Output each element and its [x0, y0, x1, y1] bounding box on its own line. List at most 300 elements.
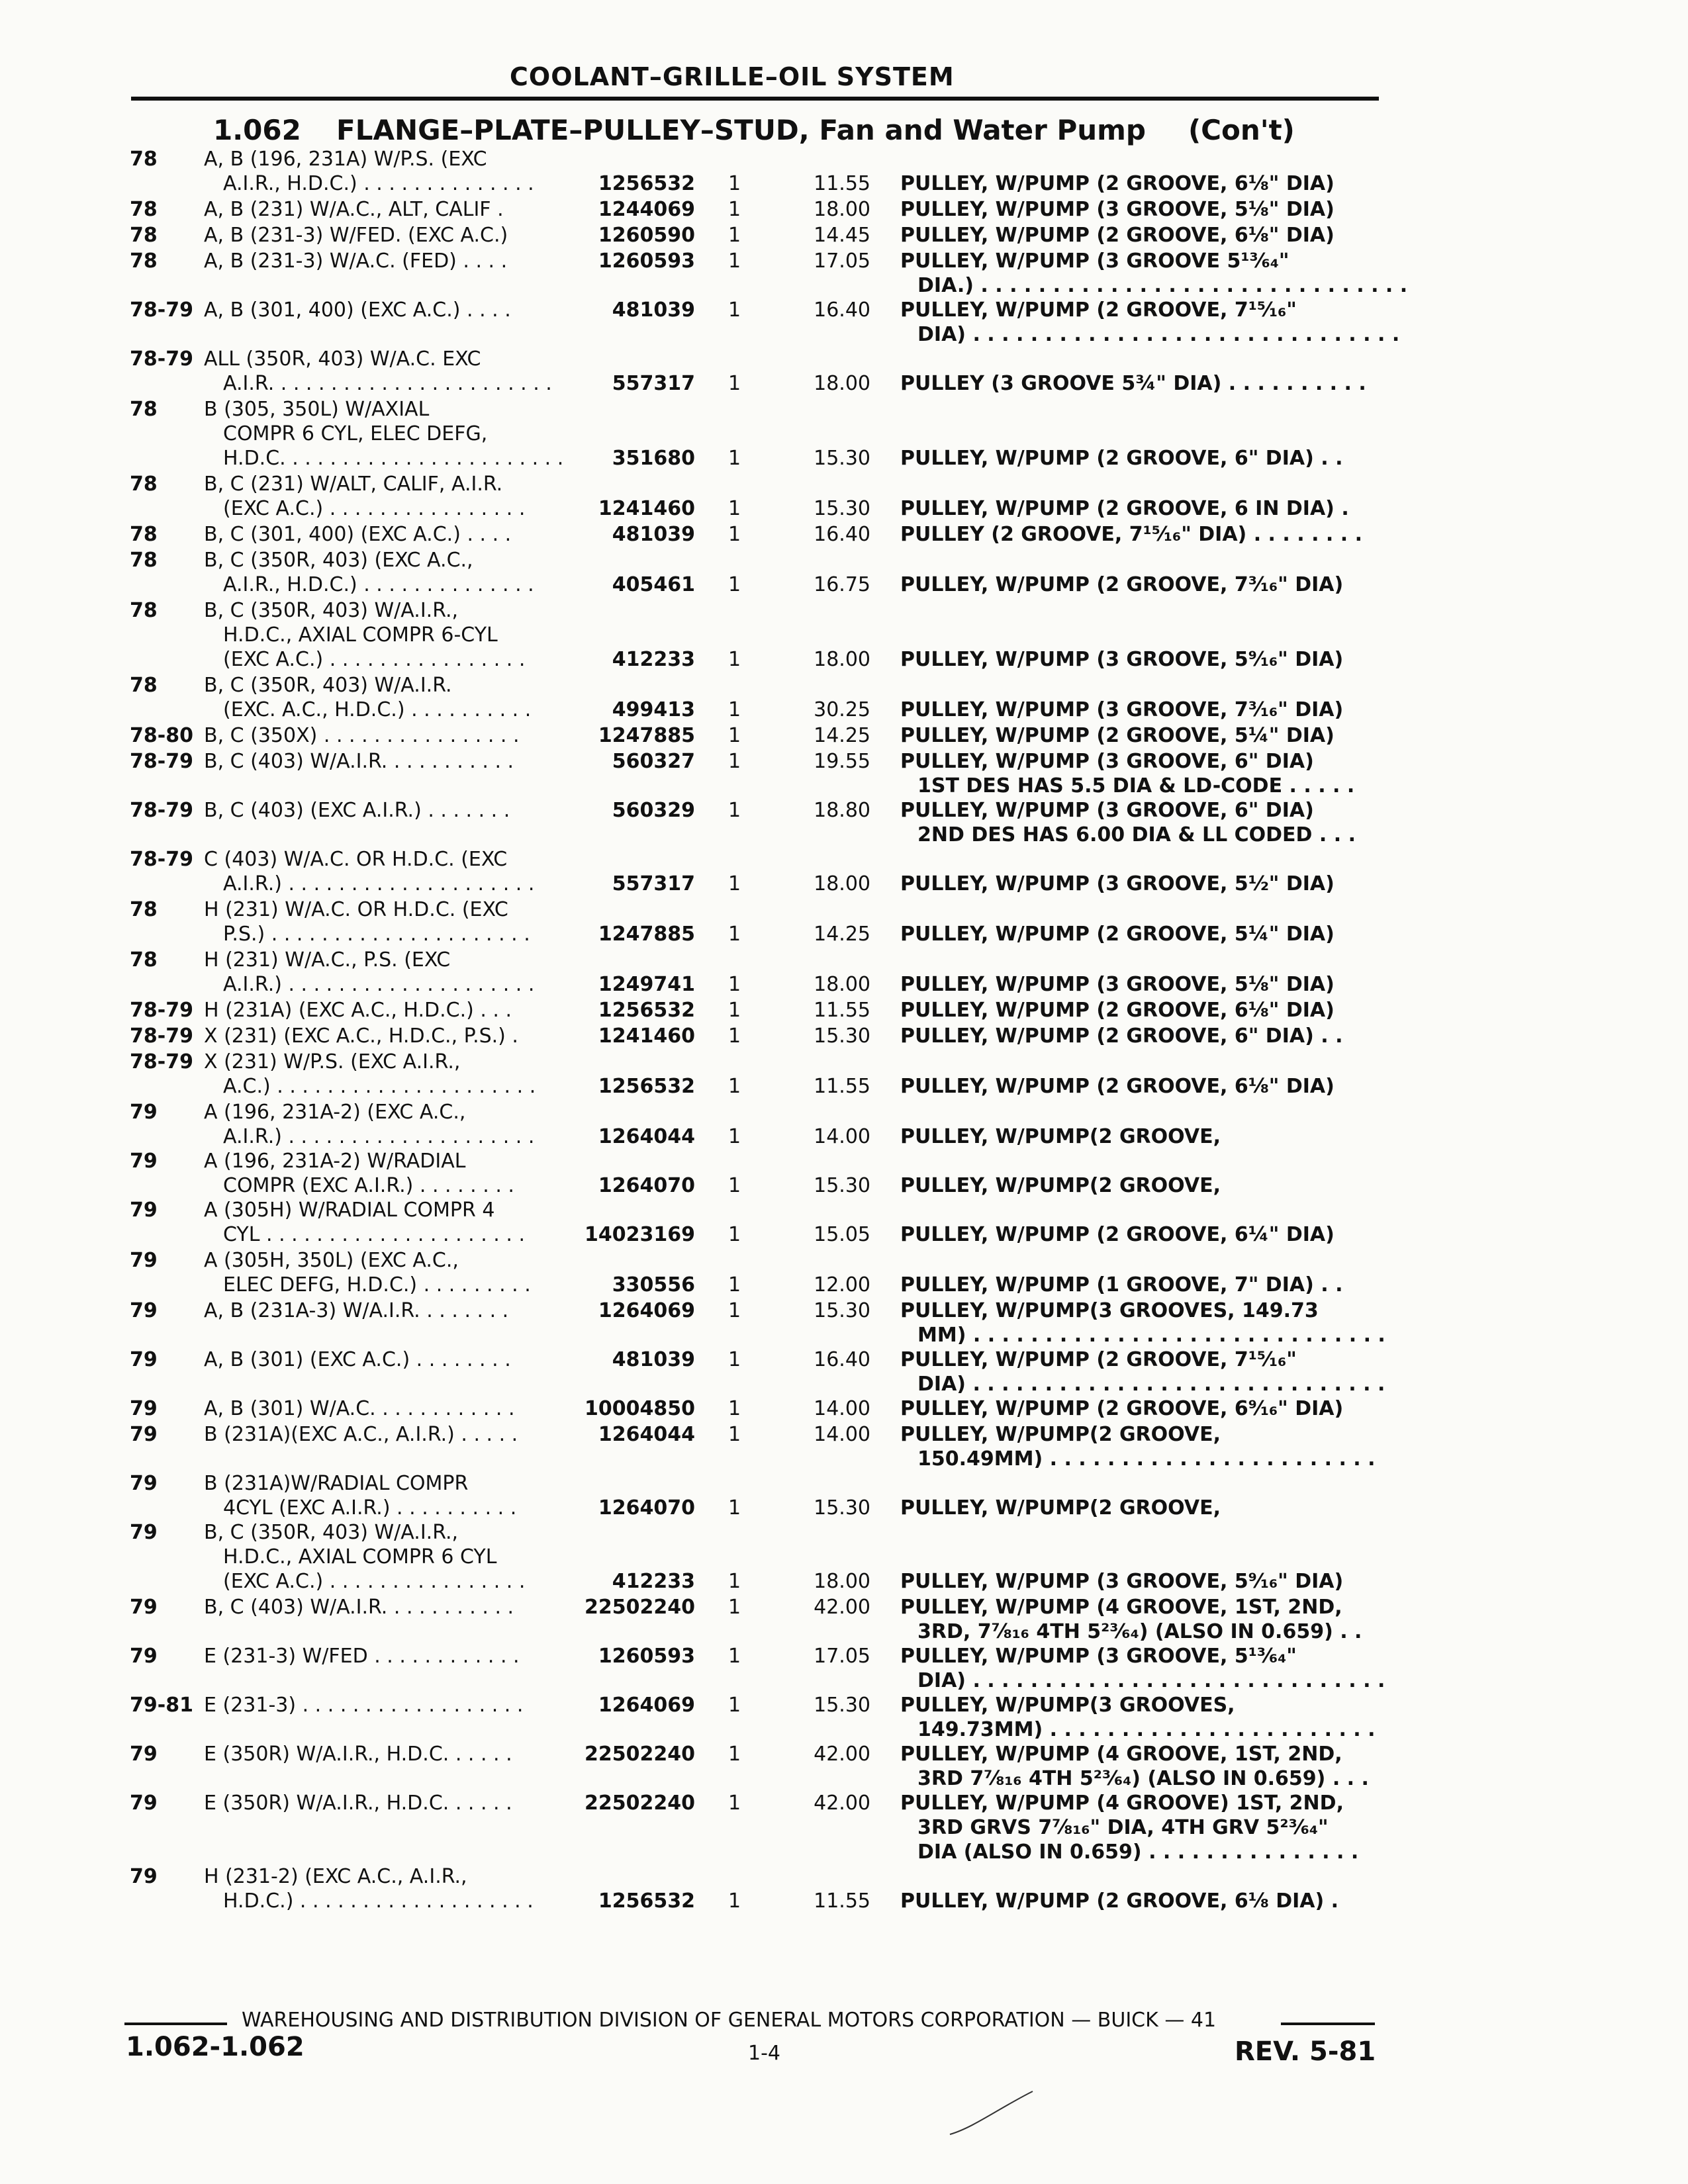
row-description: COMPR 6 CYL, ELEC DEFG,: [223, 422, 488, 445]
row-year: 79: [130, 1348, 158, 1371]
row-part-number: 557317: [612, 372, 695, 395]
row-part-description: PULLEY, W/PUMP (2 GROOVE, 7³⁄₁₆" DIA): [900, 573, 1344, 596]
row-description: A, B (231A-3) W/A.I.R. . . . . . . .: [204, 1299, 509, 1322]
row-description: ELEC DEFG, H.D.C.) . . . . . . . . .: [223, 1273, 531, 1297]
row-part-description: 2ND DES HAS 6.00 DIA & LL CODED . . .: [917, 823, 1356, 846]
row-description: A (305H, 350L) (EXC A.C.,: [204, 1249, 459, 1272]
row-price: 17.05: [814, 250, 870, 273]
row-description: B, C (403) (EXC A.I.R.) . . . . . . .: [204, 799, 510, 822]
row-part-number: 1264044: [598, 1423, 695, 1446]
row-quantity: 1: [728, 724, 741, 747]
row-part-number: 1260593: [598, 250, 695, 273]
row-part-description: PULLEY, W/PUMP (2 GROOVE, 6" DIA) . .: [900, 447, 1343, 470]
section-heading: [213, 114, 1295, 146]
row-part-description: PULLEY, W/PUMP (3 GROOVE, 5⅛" DIA): [900, 973, 1335, 996]
footer-page-number: 1-4: [748, 2042, 780, 2065]
row-description: 4CYL (EXC A.I.R.) . . . . . . . . . .: [223, 1496, 517, 1520]
row-year: 79: [130, 1521, 158, 1544]
row-description: A.I.R.) . . . . . . . . . . . . . . . . . . . .: [223, 1125, 535, 1148]
row-part-description: 149.73MM) . . . . . . . . . . . . . . . . . . . . . . .: [917, 1718, 1376, 1741]
row-part-description: PULLEY, W/PUMP (1 GROOVE, 7" DIA) . .: [900, 1273, 1343, 1297]
row-year: 79: [130, 1423, 158, 1446]
row-part-number: 1264070: [598, 1174, 695, 1197]
footer-division: WAREHOUSING AND DISTRIBUTION DIVISION OF GENERAL MOTORS CORPORATION — BUICK — 41: [242, 2009, 1217, 2032]
row-description: A.I.R., H.D.C.) . . . . . . . . . . . . . .: [223, 172, 534, 195]
row-part-number: 22502240: [585, 1743, 695, 1766]
pen-mark-icon: [947, 2088, 1039, 2141]
row-description: B (231A)(EXC A.C., A.I.R.) . . . . .: [204, 1423, 518, 1446]
row-description: B (231A)W/RADIAL COMPR: [204, 1472, 469, 1495]
row-description: B (305, 350L) W/AXIAL: [204, 398, 430, 421]
row-part-description: PULLEY, W/PUMP (3 GROOVE, 6" DIA): [900, 750, 1314, 773]
row-description: B, C (350R, 403) W/A.I.R.,: [204, 599, 459, 622]
row-quantity: 1: [728, 523, 741, 546]
row-part-number: 560329: [612, 799, 695, 822]
table-row: [0, 1024, 1688, 1048]
row-part-number: 1256532: [598, 172, 695, 195]
footer-revision: REV. 5-81: [1235, 2036, 1376, 2067]
row-part-number: 557317: [612, 872, 695, 895]
row-quantity: 1: [728, 1348, 741, 1371]
table-row: [0, 298, 1688, 347]
table-row: [0, 522, 1688, 547]
row-description: H.D.C., AXIAL COMPR 6-CYL: [223, 623, 498, 647]
row-year: 78: [130, 948, 158, 972]
row-price: 18.00: [814, 372, 870, 395]
row-part-number: 1247885: [598, 724, 695, 747]
row-price: 16.40: [814, 298, 870, 322]
row-price: 17.05: [814, 1645, 870, 1668]
row-part-number: 1256532: [598, 999, 695, 1022]
row-part-description: PULLEY, W/PUMP (4 GROOVE, 1ST, 2ND,: [900, 1743, 1342, 1766]
row-quantity: 1: [728, 999, 741, 1022]
row-price: 15.30: [814, 1174, 870, 1197]
row-price: 14.00: [814, 1423, 870, 1446]
row-part-description: PULLEY, W/PUMP (2 GROOVE, 6⁹⁄₁₆" DIA): [900, 1397, 1344, 1420]
row-description: A, B (301) (EXC A.C.) . . . . . . . .: [204, 1348, 511, 1371]
table-row: [0, 249, 1688, 298]
row-part-description: DIA.) . . . . . . . . . . . . . . . . . . . . . . . . . . . . . .: [917, 274, 1408, 297]
row-description: E (350R) W/A.I.R., H.D.C. . . . . .: [204, 1792, 512, 1815]
row-price: 42.00: [814, 1596, 870, 1619]
row-part-number: 1260593: [598, 1645, 695, 1668]
row-part-description: PULLEY, W/PUMP(2 GROOVE,: [900, 1125, 1221, 1148]
table-row: [0, 197, 1688, 222]
row-part-number: 1264069: [598, 1299, 695, 1322]
table-row: [0, 1396, 1688, 1421]
row-part-number: 1241460: [598, 1024, 695, 1048]
row-part-number: 1256532: [598, 1075, 695, 1098]
row-description: X (231) (EXC A.C., H.D.C., P.S.) .: [204, 1024, 518, 1048]
row-part-description: MM) . . . . . . . . . . . . . . . . . . . . . . . . . . . . .: [917, 1324, 1385, 1347]
row-year: 78: [130, 599, 158, 622]
row-part-description: PULLEY, W/PUMP (4 GROOVE, 1ST, 2ND,: [900, 1596, 1342, 1619]
row-part-description: PULLEY, W/PUMP (3 GROOVE, 5¹³⁄₆₄": [900, 1645, 1297, 1668]
row-description: A (196, 231A-2) (EXC A.C.,: [204, 1101, 466, 1124]
row-quantity: 1: [728, 1496, 741, 1520]
row-year: 78-79: [130, 1050, 193, 1073]
row-price: 16.40: [814, 1348, 870, 1371]
row-year: 79: [130, 1150, 158, 1173]
row-year: 79: [130, 1299, 158, 1322]
row-price: 18.00: [814, 973, 870, 996]
row-year: 78: [130, 674, 158, 697]
row-year: 79: [130, 1199, 158, 1222]
row-price: 11.55: [814, 999, 870, 1022]
row-part-description: PULLEY, W/PUMP (3 GROOVE, 5⅛" DIA): [900, 198, 1335, 221]
row-part-number: 22502240: [585, 1596, 695, 1619]
table-row: [0, 673, 1688, 722]
row-price: 18.00: [814, 198, 870, 221]
row-year: 78-79: [130, 750, 193, 773]
section-number: 1.062: [213, 114, 301, 146]
row-year: 79: [130, 1792, 158, 1815]
row-description: B, C (403) W/A.I.R. . . . . . . . . . .: [204, 750, 514, 773]
row-description: CYL . . . . . . . . . . . . . . . . . . . . .: [223, 1223, 525, 1246]
row-part-number: 481039: [612, 1348, 695, 1371]
row-price: 15.30: [814, 1299, 870, 1322]
row-part-number: 1249741: [598, 973, 695, 996]
row-description: E (231-3) . . . . . . . . . . . . . . . . . .: [204, 1694, 524, 1717]
row-quantity: 1: [728, 973, 741, 996]
table-row: [0, 347, 1688, 396]
row-price: 12.00: [814, 1273, 870, 1297]
row-part-number: 351680: [612, 447, 695, 470]
row-part-description: DIA (ALSO IN 0.659) . . . . . . . . . . . . . . .: [917, 1841, 1359, 1864]
row-quantity: 1: [728, 573, 741, 596]
row-year: 78-79: [130, 1024, 193, 1048]
table-row: [0, 1693, 1688, 1742]
row-description: (EXC A.C.) . . . . . . . . . . . . . . . .: [223, 648, 526, 671]
row-quantity: 1: [728, 872, 741, 895]
row-quantity: 1: [728, 1792, 741, 1815]
row-part-number: 10004850: [585, 1397, 695, 1420]
row-price: 15.30: [814, 447, 870, 470]
row-quantity: 1: [728, 1174, 741, 1197]
row-year: 78-79: [130, 799, 193, 822]
row-quantity: 1: [728, 198, 741, 221]
row-description: A.I.R. . . . . . . . . . . . . . . . . . . . . . .: [223, 372, 552, 395]
row-part-description: PULLEY, W/PUMP (2 GROOVE, 5¼" DIA): [900, 724, 1335, 747]
row-price: 15.30: [814, 1496, 870, 1520]
row-part-description: PULLEY, W/PUMP (3 GROOVE, 7³⁄₁₆" DIA): [900, 698, 1344, 721]
row-part-number: 1264069: [598, 1694, 695, 1717]
row-part-description: PULLEY, W/PUMP (3 GROOVE, 5⁹⁄₁₆" DIA): [900, 648, 1344, 671]
row-description: H (231A) (EXC A.C., H.D.C.) . . .: [204, 999, 512, 1022]
row-part-description: PULLEY, W/PUMP(2 GROOVE,: [900, 1423, 1221, 1446]
table-row: [0, 1595, 1688, 1644]
table-row: [0, 1791, 1688, 1864]
table-row: [0, 1347, 1688, 1396]
row-price: 18.00: [814, 1570, 870, 1593]
row-quantity: 1: [728, 1397, 741, 1420]
row-description: H (231-2) (EXC A.C., A.I.R.,: [204, 1865, 467, 1888]
row-year: 79-81: [130, 1694, 193, 1717]
row-year: 79: [130, 1743, 158, 1766]
row-price: 14.00: [814, 1125, 870, 1148]
row-part-description: 150.49MM) . . . . . . . . . . . . . . . . . . . . . . .: [917, 1447, 1376, 1471]
row-year: 78-79: [130, 848, 193, 871]
row-description: (EXC. A.C., H.D.C.) . . . . . . . . . .: [223, 698, 532, 721]
row-price: 16.75: [814, 573, 870, 596]
header-rule: [131, 97, 1379, 101]
row-quantity: 1: [728, 1223, 741, 1246]
table-row: [0, 548, 1688, 597]
table-row: [0, 897, 1688, 946]
footer-section-code: 1.062-1.062: [126, 2032, 305, 2062]
row-price: 14.25: [814, 724, 870, 747]
footer-rule-left: [124, 2023, 227, 2025]
row-description: B, C (350R, 403) W/A.I.R.,: [204, 1521, 459, 1544]
row-part-description: PULLEY (2 GROOVE, 7¹⁵⁄₁₆" DIA) . . . . . . . .: [900, 523, 1362, 546]
row-price: 11.55: [814, 1075, 870, 1098]
row-description: H.D.C.) . . . . . . . . . . . . . . . . . . .: [223, 1889, 534, 1913]
row-description: A (305H) W/RADIAL COMPR 4: [204, 1199, 495, 1222]
table-row: [0, 1198, 1688, 1247]
row-part-number: 1264070: [598, 1496, 695, 1520]
row-price: 11.55: [814, 172, 870, 195]
row-year: 78: [130, 250, 158, 273]
table-row: [0, 147, 1688, 196]
row-part-number: 405461: [612, 573, 695, 596]
row-part-description: PULLEY, W/PUMP (2 GROOVE, 6⅛" DIA): [900, 224, 1335, 247]
row-part-description: PULLEY, W/PUMP(2 GROOVE,: [900, 1496, 1221, 1520]
row-description: B, C (231) W/ALT, CALIF, A.I.R.: [204, 473, 503, 496]
row-part-number: 1241460: [598, 497, 695, 520]
row-part-description: PULLEY, W/PUMP (3 GROOVE, 5⁹⁄₁₆" DIA): [900, 1570, 1344, 1593]
row-part-number: 1256532: [598, 1889, 695, 1913]
row-quantity: 1: [728, 372, 741, 395]
row-description: A, B (231) W/A.C., ALT, CALIF .: [204, 198, 504, 221]
row-quantity: 1: [728, 1596, 741, 1619]
row-part-description: PULLEY, W/PUMP (2 GROOVE, 6⅛" DIA): [900, 1075, 1335, 1098]
row-description: H.D.C. . . . . . . . . . . . . . . . . . . . . . .: [223, 447, 564, 470]
table-row: [0, 847, 1688, 896]
table-row: [0, 1298, 1688, 1347]
row-part-description: 3RD, 7⅞₁₆ 4TH 5²³⁄₆₄) (ALSO IN 0.659) . .: [917, 1620, 1362, 1643]
row-part-description: PULLEY, W/PUMP(3 GROOVES, 149.73: [900, 1299, 1319, 1322]
row-price: 18.00: [814, 872, 870, 895]
row-year: 78: [130, 224, 158, 247]
table-row: [0, 1422, 1688, 1471]
row-quantity: 1: [728, 497, 741, 520]
row-year: 79: [130, 1101, 158, 1124]
row-part-description: PULLEY, W/PUMP (3 GROOVE, 6" DIA): [900, 799, 1314, 822]
row-price: 18.80: [814, 799, 870, 822]
row-part-description: DIA) . . . . . . . . . . . . . . . . . . . . . . . . . . . . .: [917, 1669, 1385, 1692]
row-part-description: DIA) . . . . . . . . . . . . . . . . . . . . . . . . . . . . . .: [917, 323, 1400, 346]
row-description: B, C (350R, 403) (EXC A.C.,: [204, 549, 473, 572]
row-quantity: 1: [728, 1694, 741, 1717]
row-year: 78-79: [130, 999, 193, 1022]
row-description: C (403) W/A.C. OR H.D.C. (EXC: [204, 848, 508, 871]
row-description: B, C (350X) . . . . . . . . . . . . . . . .: [204, 724, 520, 747]
row-quantity: 1: [728, 799, 741, 822]
row-quantity: 1: [728, 1423, 741, 1446]
table-row: [0, 998, 1688, 1023]
row-year: 79: [130, 1645, 158, 1668]
row-part-number: 499413: [612, 698, 695, 721]
table-row: [0, 1149, 1688, 1198]
row-part-description: PULLEY, W/PUMP (2 GROOVE, 6 IN DIA) .: [900, 497, 1349, 520]
row-description: COMPR (EXC A.I.R.) . . . . . . . .: [223, 1174, 514, 1197]
row-year: 78-79: [130, 298, 193, 322]
row-quantity: 1: [728, 648, 741, 671]
row-price: 15.30: [814, 497, 870, 520]
row-quantity: 1: [728, 1125, 741, 1148]
row-part-description: 3RD 7⅞₁₆ 4TH 5²³⁄₆₄) (ALSO IN 0.659) . . .: [917, 1767, 1369, 1790]
row-year: 78: [130, 898, 158, 921]
row-part-number: 1244069: [598, 198, 695, 221]
table-row: [0, 948, 1688, 997]
table-row: [0, 1644, 1688, 1693]
row-description: A, B (231-3) W/FED. (EXC A.C.): [204, 224, 508, 247]
row-year: 79: [130, 1865, 158, 1888]
row-description: A.I.R., H.D.C.) . . . . . . . . . . . . . .: [223, 573, 534, 596]
row-part-number: 560327: [612, 750, 695, 773]
row-part-number: 1247885: [598, 923, 695, 946]
table-row: [0, 598, 1688, 672]
row-description: H.D.C., AXIAL COMPR 6 CYL: [223, 1545, 497, 1569]
table-row: [0, 472, 1688, 521]
row-price: 15.05: [814, 1223, 870, 1246]
row-part-description: PULLEY, W/PUMP (2 GROOVE, 6" DIA) . .: [900, 1024, 1343, 1048]
row-description: A, B (231-3) W/A.C. (FED) . . . .: [204, 250, 508, 273]
table-row: [0, 1742, 1688, 1791]
row-price: 18.00: [814, 648, 870, 671]
row-price: 15.30: [814, 1024, 870, 1048]
row-price: 19.55: [814, 750, 870, 773]
row-description: B, C (301, 400) (EXC A.C.) . . . .: [204, 523, 512, 546]
row-description: X (231) W/P.S. (EXC A.I.R.,: [204, 1050, 461, 1073]
row-part-number: 1264044: [598, 1125, 695, 1148]
row-part-number: 14023169: [585, 1223, 695, 1246]
row-quantity: 1: [728, 1273, 741, 1297]
row-quantity: 1: [728, 298, 741, 322]
section-continued: (Con't): [1188, 114, 1295, 146]
row-part-description: PULLEY, W/PUMP (3 GROOVE 5¹³⁄₆₄": [900, 250, 1289, 273]
row-price: 11.55: [814, 1889, 870, 1913]
row-part-description: PULLEY (3 GROOVE 5¾" DIA) . . . . . . . . . .: [900, 372, 1366, 395]
row-part-description: PULLEY, W/PUMP (3 GROOVE, 5½" DIA): [900, 872, 1335, 895]
row-year: 78: [130, 473, 158, 496]
row-quantity: 1: [728, 923, 741, 946]
row-part-description: PULLEY, W/PUMP (2 GROOVE, 6¼" DIA): [900, 1223, 1335, 1246]
table-row: [0, 1471, 1688, 1520]
row-part-number: 22502240: [585, 1792, 695, 1815]
row-quantity: 1: [728, 1570, 741, 1593]
row-year: 78: [130, 523, 158, 546]
row-description: A.C.) . . . . . . . . . . . . . . . . . . . . .: [223, 1075, 536, 1098]
row-price: 30.25: [814, 698, 870, 721]
row-description: A.I.R.) . . . . . . . . . . . . . . . . . . . .: [223, 973, 535, 996]
row-description: A, B (301) W/A.C. . . . . . . . . . . .: [204, 1397, 515, 1420]
row-quantity: 1: [728, 224, 741, 247]
row-part-description: PULLEY, W/PUMP (2 GROOVE, 7¹⁵⁄₁₆": [900, 1348, 1297, 1371]
row-price: 16.40: [814, 523, 870, 546]
row-year: 78: [130, 148, 158, 171]
row-part-description: PULLEY, W/PUMP (2 GROOVE, 6⅛" DIA): [900, 172, 1335, 195]
row-year: 78-79: [130, 347, 193, 371]
row-year: 79: [130, 1596, 158, 1619]
row-description: A, B (301, 400) (EXC A.C.) . . . .: [204, 298, 511, 322]
row-part-description: PULLEY, W/PUMP (2 GROOVE, 5¼" DIA): [900, 923, 1335, 946]
row-year: 79: [130, 1397, 158, 1420]
row-quantity: 1: [728, 1299, 741, 1322]
row-part-number: 412233: [612, 648, 695, 671]
table-row: [0, 1864, 1688, 1913]
table-row: [0, 798, 1688, 847]
row-price: 42.00: [814, 1792, 870, 1815]
row-description: B, C (350R, 403) W/A.I.R.: [204, 674, 452, 697]
row-price: 42.00: [814, 1743, 870, 1766]
row-quantity: 1: [728, 1889, 741, 1913]
row-description: A (196, 231A-2) W/RADIAL: [204, 1150, 466, 1173]
row-quantity: 1: [728, 172, 741, 195]
row-part-description: PULLEY, W/PUMP (2 GROOVE, 6⅛" DIA): [900, 999, 1335, 1022]
row-description: E (350R) W/A.I.R., H.D.C. . . . . .: [204, 1743, 512, 1766]
row-quantity: 1: [728, 1645, 741, 1668]
row-part-description: PULLEY, W/PUMP (2 GROOVE, 7¹⁵⁄₁₆": [900, 298, 1297, 322]
row-price: 14.45: [814, 224, 870, 247]
row-year: 78-80: [130, 724, 193, 747]
row-description: A.I.R.) . . . . . . . . . . . . . . . . . . . .: [223, 872, 535, 895]
row-description: A, B (196, 231A) W/P.S. (EXC: [204, 148, 487, 171]
row-part-number: 330556: [612, 1273, 695, 1297]
row-quantity: 1: [728, 750, 741, 773]
row-part-number: 481039: [612, 298, 695, 322]
row-description: ALL (350R, 403) W/A.C. EXC: [204, 347, 481, 371]
row-price: 15.30: [814, 1694, 870, 1717]
row-year: 79: [130, 1472, 158, 1495]
row-description: B, C (403) W/A.I.R. . . . . . . . . . .: [204, 1596, 514, 1619]
footer-rule-right: [1281, 2023, 1375, 2025]
row-part-description: DIA) . . . . . . . . . . . . . . . . . . . . . . . . . . . . .: [917, 1373, 1385, 1396]
table-row: [0, 223, 1688, 248]
row-year: 79: [130, 1249, 158, 1272]
table-row: [0, 1100, 1688, 1149]
row-description: H (231) W/A.C., P.S. (EXC: [204, 948, 451, 972]
row-price: 14.25: [814, 923, 870, 946]
row-description: (EXC A.C.) . . . . . . . . . . . . . . . .: [223, 497, 526, 520]
table-row: [0, 723, 1688, 748]
row-year: 78: [130, 198, 158, 221]
row-description: E (231-3) W/FED . . . . . . . . . . . .: [204, 1645, 520, 1668]
row-year: 78: [130, 398, 158, 421]
row-part-number: 1260590: [598, 224, 695, 247]
row-quantity: 1: [728, 447, 741, 470]
row-part-description: PULLEY, W/PUMP (4 GROOVE) 1ST, 2ND,: [900, 1792, 1344, 1815]
parts-list: [0, 147, 1688, 1915]
table-row: [0, 397, 1688, 471]
row-year: 78: [130, 549, 158, 572]
table-row: [0, 1520, 1688, 1594]
row-description: (EXC A.C.) . . . . . . . . . . . . . . . .: [223, 1570, 526, 1593]
row-part-number: 481039: [612, 523, 695, 546]
table-row: [0, 749, 1688, 798]
row-quantity: 1: [728, 250, 741, 273]
row-quantity: 1: [728, 1075, 741, 1098]
row-quantity: 1: [728, 1024, 741, 1048]
page-title: COOLANT–GRILLE–OIL SYSTEM: [510, 62, 955, 91]
row-price: 14.00: [814, 1397, 870, 1420]
row-part-description: PULLEY, W/PUMP (2 GROOVE, 6⅛ DIA) .: [900, 1889, 1339, 1913]
section-title: FLANGE–PLATE–PULLEY–STUD, Fan and Water Pump: [336, 114, 1146, 146]
row-description: P.S.) . . . . . . . . . . . . . . . . . . . . .: [223, 923, 530, 946]
row-description: H (231) W/A.C. OR H.D.C. (EXC: [204, 898, 508, 921]
row-part-number: 412233: [612, 1570, 695, 1593]
row-part-description: PULLEY, W/PUMP(2 GROOVE,: [900, 1174, 1221, 1197]
